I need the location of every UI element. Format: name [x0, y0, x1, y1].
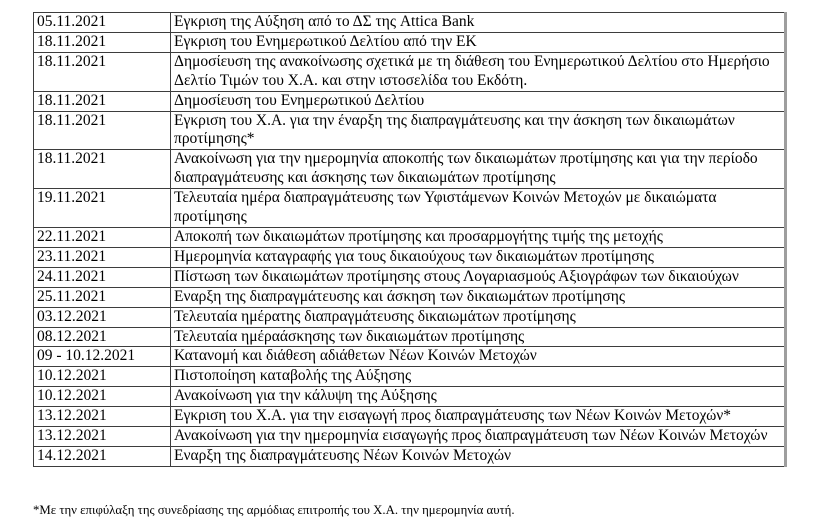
event-cell: Πιστοποίηση καταβολής της Αύξησης: [171, 367, 786, 387]
event-cell: Ανακοίνωση για την ημερομηνία εισαγωγής προς διαπραγμάτευση των Νέων Κοινών Μετοχών: [171, 427, 786, 447]
date-cell: 09 - 10.12.2021: [34, 347, 171, 367]
table-row: [34, 13, 786, 33]
event-cell: Τελευταία ημέρα διαπραγμάτευσης των Υφιστάμενων Κοινών Μετοχών με δικαιώματα προτίμησης: [171, 189, 786, 228]
event-cell: Ημερομηνία καταγραφής για τους δικαιούχους των δικαιωμάτων προτίμησης: [171, 247, 786, 267]
date-cell: 13.12.2021: [34, 407, 171, 427]
table-row: [34, 150, 786, 189]
table-row: [34, 287, 786, 307]
event-cell: Τελευταία ημέρατης διαπραγμάτευσης δικαιωμάτων προτίμησης: [171, 307, 786, 327]
date-cell: 13.12.2021: [34, 427, 171, 447]
date-cell: 22.11.2021: [34, 227, 171, 247]
event-cell: Αποκοπή των δικαιωμάτων προτίμησης και προσαρμογήτης τιμής της μετοχής: [171, 227, 786, 247]
event-cell: Εγκριση του Χ.Α. για την έναρξη της διαπραγμάτευσης και την άσκηση των δικαιωμάτων προτίμησης*: [171, 111, 786, 150]
date-cell: 10.12.2021: [34, 387, 171, 407]
table-row: [34, 307, 786, 327]
date-cell: 08.12.2021: [34, 327, 171, 347]
timeline-table-body: [34, 13, 786, 467]
event-cell: Ανακοίνωση για την ημερομηνία αποκοπής των δικαιωμάτων προτίμησης και για την περίοδο διαπραγμάτευσης και άσκησης των δικαιωμάτων προτίμησης: [171, 150, 786, 189]
date-cell: 23.11.2021: [34, 247, 171, 267]
event-cell: Εναρξη της διαπραγμάτευσης και άσκηση των δικαιωμάτων προτίμησης: [171, 287, 786, 307]
date-cell: 18.11.2021: [34, 150, 171, 189]
date-cell: 03.12.2021: [34, 307, 171, 327]
table-row: [34, 446, 786, 466]
table-row: [34, 227, 786, 247]
date-cell: 18.11.2021: [34, 32, 171, 52]
event-cell: Πίστωση των δικαιωμάτων προτίμησης στους Λογαριασμούς Αξιογράφων των δικαιούχων: [171, 267, 786, 287]
event-cell: Εγκριση του Ενημερωτικού Δελτίου από την ΕΚ: [171, 32, 786, 52]
table-row: [34, 189, 786, 228]
table-row: [34, 32, 786, 52]
table-row: [34, 347, 786, 367]
event-cell: Εγκριση της Αύξηση από το ΔΣ της Attica Bank: [171, 13, 786, 33]
date-cell: 25.11.2021: [34, 287, 171, 307]
table-row: [34, 111, 786, 150]
date-cell: 24.11.2021: [34, 267, 171, 287]
date-cell: 10.12.2021: [34, 367, 171, 387]
date-cell: 18.11.2021: [34, 91, 171, 111]
table-row: [34, 367, 786, 387]
date-cell: 18.11.2021: [34, 111, 171, 150]
date-cell: 19.11.2021: [34, 189, 171, 228]
date-cell: 18.11.2021: [34, 52, 171, 91]
table-row: [34, 387, 786, 407]
event-cell: Κατανομή και διάθεση αδιάθετων Νέων Κοινών Μετοχών: [171, 347, 786, 367]
event-cell: Τελευταία ημέραάσκησης των δικαιωμάτων προτίμησης: [171, 327, 786, 347]
date-cell: 14.12.2021: [34, 446, 171, 466]
date-cell: 05.11.2021: [34, 13, 171, 33]
event-cell: Δημοσίευση του Ενημερωτικού Δελτίου: [171, 91, 786, 111]
table-row: [34, 52, 786, 91]
table-row: [34, 91, 786, 111]
table-row: [34, 407, 786, 427]
table-row: [34, 327, 786, 347]
table-footnote: *Με την επιφύλαξη της συνεδρίασης της αρμόδιας επιτροπής του Χ.Α. την ημερομηνία αυτή.: [33, 503, 515, 517]
table-row: [34, 247, 786, 267]
event-cell: Εναρξη της διαπραγμάτευσης Νέων Κοινών Μετοχών: [171, 446, 786, 466]
event-cell: Ανακοίνωση για την κάλυψη της Αύξησης: [171, 387, 786, 407]
table-row: [34, 267, 786, 287]
event-cell: Εγκριση του Χ.Α. για την εισαγωγή προς διαπραγμάτευσης των Νέων Κοινών Μετοχών*: [171, 407, 786, 427]
rights-issue-timeline-table: [33, 12, 787, 467]
event-cell: Δημοσίευση της ανακοίνωσης σχετικά με τη διάθεση του Ενημερωτικού Δελτίου στο Ημερήσιο Δελτίο Τιμών του Χ.Α. και στην ιστοσελίδα του Εκδότη.: [171, 52, 786, 91]
table-row: [34, 427, 786, 447]
